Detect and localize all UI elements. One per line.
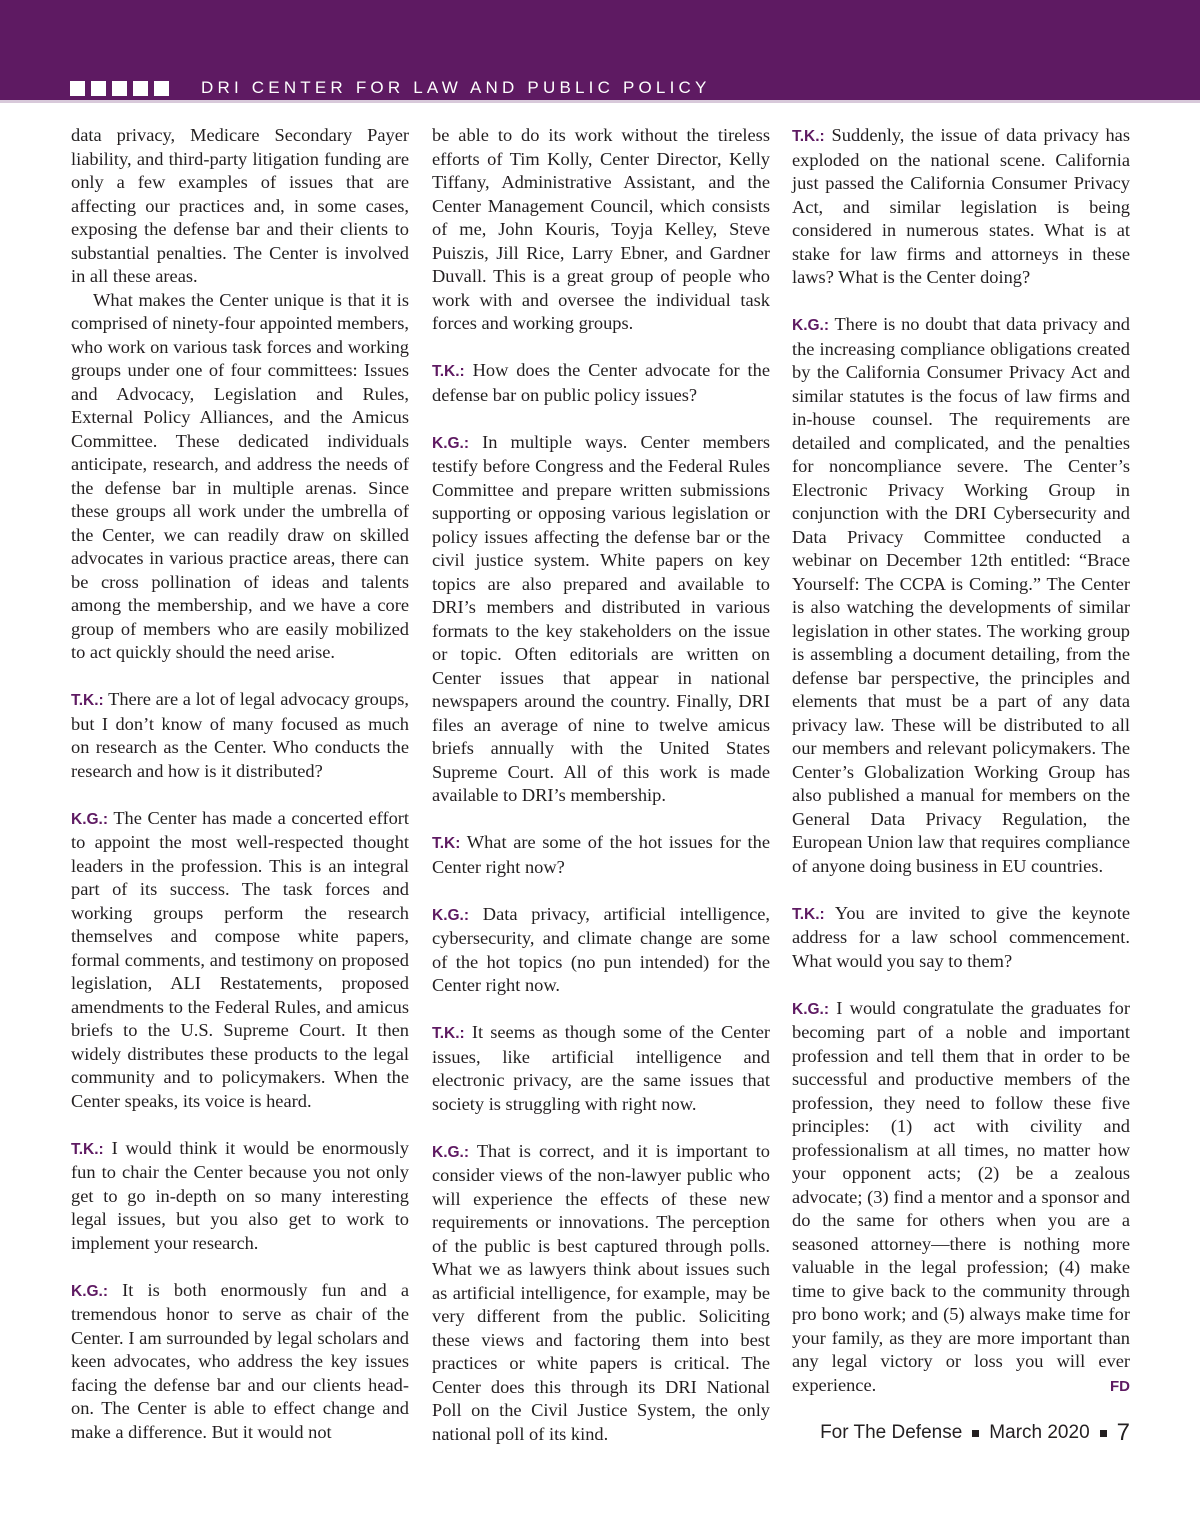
square-icon — [112, 81, 127, 96]
paragraph-text: You are invited to give the keynote address for a law school commencement. What would you say to them? — [792, 902, 1130, 971]
paragraph-text: It seems as though some of the Center issues, like artificial intelligence and electronic privacy, are the same issues that society is struggling with right now. — [432, 1022, 770, 1114]
speaker-label: K.G.: — [71, 1282, 109, 1300]
paragraph — [432, 1140, 770, 1447]
paragraph-text: What are some of the hot issues for the Center right now? — [432, 832, 771, 877]
issue-date: March 2020 — [989, 1422, 1090, 1443]
end-mark-icon: FD — [1110, 1377, 1130, 1395]
square-icon — [91, 81, 106, 96]
paragraph-text: In multiple ways. Center members testify before Congress and the Federal Rules Committee and prepare written submissions supporting or opposing various legislation or policy issues affecting the defense bar or the civil justice system. White papers on key topics are also prepared and available to DRI’s members and distributed in various formats to the key stakeholders on the issue or topic. Often editorials are written on Center issues that appear in national newspapers around the country. Finally, DRI files an average of nine to twelve amicus briefs annually with the United States Supreme Court. All of this work is made available to DRI’s membership. — [432, 431, 770, 805]
column-2 — [432, 124, 770, 1446]
paragraph — [792, 313, 1130, 878]
bullet-icon — [972, 1430, 979, 1437]
speaker-label: K.G.: — [432, 1143, 470, 1161]
paragraph-text: Suddenly, the issue of data privacy has exploded on the national scene. California just passed the California Consumer Privacy Act, and similar legislation is being considered in numerous states. What is at stake for law firms and attorneys in these laws? What is the Center doing? — [792, 125, 1130, 287]
publication-name: For The Defense — [820, 1422, 963, 1443]
paragraph-text: How does the Center advocate for the defense bar on public policy issues? — [432, 360, 770, 405]
square-icon — [154, 81, 169, 96]
speaker-label: K.G.: — [71, 810, 109, 828]
speaker-label: T.K.: — [432, 1025, 465, 1042]
speaker-label: K.G.: — [792, 317, 830, 334]
speaker-label: T.K.: — [71, 692, 104, 709]
top-banner — [0, 0, 1200, 76]
speaker-label: T.K.: — [71, 1140, 104, 1158]
paragraph-text: That is correct, and it is important to consider views of the non-lawyer public who will experience the effects of these new requirements or innovations. The perception of the public is best captured through polls. What we as lawyers think about issues such as artificial intelligence, for example, may be very different from the public. Soliciting these views and factoring them into best practices or white papers is critical. The Center does this through its DRI National Poll on the Civil Justice System, the only national poll of its kind. — [432, 1140, 771, 1444]
speaker-label: T.K.: — [792, 905, 825, 923]
paragraph-text: It is both enormously fun and a tremendous honor to serve as chair of the Center. I am surrounded by legal scholars and keen advocates, who address the key issues facing the defense bar and our clients head-on. The Center is able to effect change and make a difference. But it would not — [71, 1279, 409, 1442]
speaker-label: K.G.: — [432, 906, 470, 924]
column-1 — [71, 124, 409, 1444]
paragraph-text: What makes the Center unique is that it is comprised of ninety-four appointed members, who work on various task forces and working groups under one of four committees: Issues and Advocacy, Legislation and Rules, External Policy Alliances, and the Amicus Committee. These dedicated individuals anticipate, research, and address the needs of the defense bar in multiple arenas. Since these groups all work under the umbrella of the Center, we can readily draw on skilled advocates in various practice areas, there can be cross pollination of ideas and talents among the membership, and we have a core group of members who are easily mobilized to act quickly should the need arise. — [71, 289, 409, 662]
paragraph — [432, 1021, 770, 1116]
paragraph — [71, 1137, 409, 1256]
bullet-icon — [1100, 1430, 1107, 1437]
paragraph — [71, 807, 409, 1114]
paragraph — [71, 688, 409, 783]
speaker-label: T.K.: — [792, 128, 825, 145]
square-icon — [70, 81, 85, 96]
speaker-label: T.K: — [432, 835, 461, 852]
header-divider — [0, 100, 1200, 103]
paragraph — [71, 1279, 409, 1445]
decorative-squares — [70, 81, 175, 96]
paragraph — [71, 289, 409, 665]
speaker-label: T.K.: — [432, 363, 465, 380]
paragraph — [71, 124, 409, 289]
section-header — [0, 76, 1200, 100]
column-3 — [792, 124, 1130, 1398]
speaker-label: K.G.: — [432, 434, 470, 452]
paragraph — [432, 124, 770, 336]
paragraph — [792, 124, 1130, 290]
paragraph-text: Data privacy, artificial intelligence, cybersecurity, and climate change are some of the hot topics (no pun intended) for the Center right now. — [432, 903, 770, 995]
paragraph — [432, 903, 770, 998]
paragraph-text: There is no doubt that data privacy and the increasing compliance obligations created by the California Consumer Privacy Act and similar statutes is the focus of law firms and in-house counsel. The requirements are detailed and complicated, and the penalties for noncompliance severe. The Center’s Electronic Privacy Working Group in conjunction with the DRI Cybersecurity and Data Privacy Committee conducted a webinar on December 12th entitled: “Brace Yourself: The CCPA is Coming.” The Center is also watching the developments of similar legislation in other states. The working group is assembling a document detailing, from the defense bar perspective, the principles and elements that must be a part of any data privacy law. These will be distributed to all our members and relevant policymakers. The Center’s Globalization Working Group has also published a manual for members on the General Data Privacy Regulation, the European Union law that requires compliance of anyone doing business in EU countries. — [792, 314, 1131, 876]
square-icon — [133, 81, 148, 96]
speaker-label: K.G.: — [792, 1000, 830, 1018]
paragraph-text: The Center has made a concerted effort to appoint the most well-respected thought leaders in the profession. This is an integral part of its success. The task forces and working groups perform the research themselves and compose white papers, formal comments, and testimony on proposed legislation, ALI Restatements, proposed amendments to the Federal Rules, and amicus briefs to the U.S. Supreme Court. It then widely distributes these products to the legal community and to policymakers. When the Center speaks, its voice is heard. — [71, 807, 410, 1111]
paragraph-text: I would think it would be enormously fun to chair the Center because you not only get to go in-depth on so many interesting legal issues, but you also get to work to implement your research. — [71, 1137, 409, 1253]
paragraph — [432, 359, 770, 407]
section-title: DRI CENTER FOR LAW AND PUBLIC POLICY — [201, 78, 711, 97]
paragraph-text: data privacy, Medicare Secondary Payer liability, and third-party litigation funding are only a few examples of issues that are affecting our practices and, in some cases, exposing the defense bar and their clients to substantial penalties. The Center is involved in all these areas. — [71, 125, 409, 286]
paragraph — [792, 997, 1130, 1398]
page-number: 7 — [1116, 1419, 1130, 1446]
paragraph-text: be able to do its work without the tireless efforts of Tim Kolly, Center Director, Kelly Tiffany, Administrative Assistant, and the Center Management Council, which consists of me, John Kouris, Toyja Kelley, Steve Puiszis, Jill Rice, Larry Ebner, and Gardner Duvall. This is a great group of people who work with and oversee the individual task forces and working groups. — [432, 125, 770, 333]
paragraph — [792, 902, 1130, 974]
paragraph-text: I would congratulate the graduates for becoming part of a noble and important profession and tell them that in order to be successful and productive members of the profession, they need to follow these five principles: (1) act with civility and professionalism at all times, no matter how your opponent acts; (2) be a zealous advocate; (3) find a mentor and a sponsor and do the same for others when you are a seasoned attorney—there is nothing more valuable in the legal profession; (4) make time to give back to the community through pro bono work; and (5) always make time for your family, as they are more important than any legal victory or loss you will ever experience. — [792, 997, 1130, 1395]
paragraph — [432, 431, 770, 808]
paragraph-text: There are a lot of legal advocacy groups, but I don’t know of many focused as much on research as the Center. Who conducts the research and how is it distributed? — [71, 689, 410, 781]
paragraph — [432, 831, 770, 879]
page-footer — [820, 1419, 1130, 1447]
